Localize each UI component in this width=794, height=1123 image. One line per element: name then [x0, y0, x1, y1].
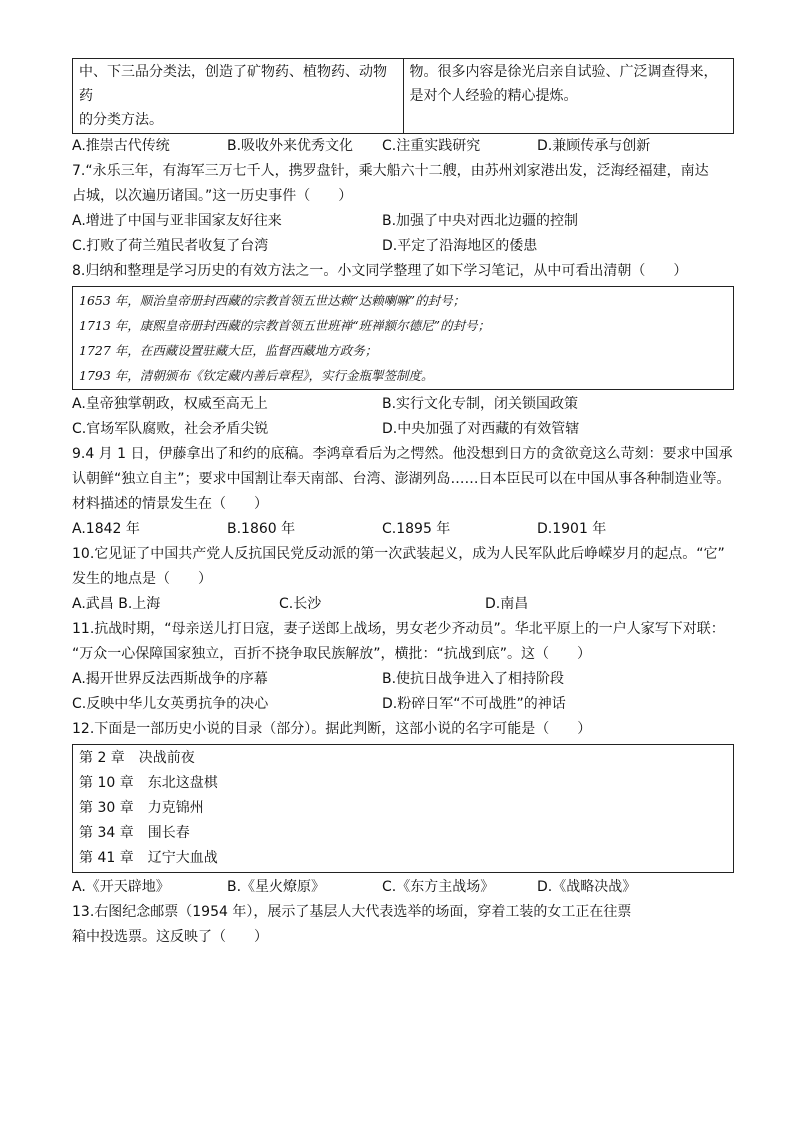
q8-options-row1 [72, 392, 734, 417]
option-c[interactable]: C.官场军队腐败，社会矛盾尖锐 [72, 421, 269, 437]
table-cell-left [73, 59, 404, 134]
option-a[interactable]: A.《开天辟地》 [72, 879, 170, 895]
option-c[interactable]: C.1895 年 [382, 521, 451, 537]
option-ab[interactable]: A.武昌 B.上海 [72, 596, 161, 612]
chapter-line: 第 2 章 决战前夜 [79, 750, 195, 766]
option-d[interactable]: D.中央加强了对西藏的有效管辖 [382, 421, 580, 437]
option-a[interactable]: A.揭开世界反法西斯战争的序幕 [72, 671, 268, 687]
table-text: 的分类方法。 [79, 112, 163, 128]
option-d[interactable]: D.1901 年 [537, 521, 607, 537]
note-line: 1727 年，在西藏设置驻藏大臣，监督西藏地方政务； [79, 343, 378, 358]
q12-stem: 12.下面是一部历史小说的目录（部分）。据此判断，这部小说的名字可能是（ ） [72, 721, 592, 737]
q11-options-row2 [72, 692, 734, 717]
chapter-line: 第 10 章 东北这盘棋 [79, 775, 218, 791]
option-d[interactable]: D.平定了沿海地区的倭患 [382, 238, 538, 254]
q12-options [72, 875, 734, 900]
table-cell-right [403, 59, 734, 134]
q7-stem: 7.“永乐三年，有海军三万七千人，携罗盘针，乘大船六十二艘，由苏州刘家港出发，泛海经福建，南达 [72, 163, 709, 179]
q8-notes-box [72, 286, 734, 390]
option-c[interactable]: C.长沙 [279, 596, 322, 612]
q11-options-row1 [72, 667, 734, 692]
option-c[interactable]: C.反映中华儿女英勇抗争的决心 [72, 696, 269, 712]
option-b[interactable]: B.使抗日战争进入了相持阶段 [382, 671, 565, 687]
exam-page [72, 58, 734, 950]
note-line: 1713 年，康熙皇帝册封西藏的宗教首领五世班禅“班禅额尔德尼”的封号； [79, 318, 491, 333]
q9-stem-end: 材料描述的情景发生在（ ） [72, 496, 268, 512]
option-b[interactable]: B.1860 年 [227, 521, 296, 537]
option-b[interactable]: B.吸收外来优秀文化 [227, 138, 354, 154]
option-a[interactable]: A.1842 年 [72, 521, 140, 537]
chapter-line: 第 41 章 辽宁大血战 [79, 850, 218, 866]
q10-options [72, 592, 734, 617]
q8-stem: 8.归纳和整理是学习历史的有效方法之一。小文同学整理了如下学习笔记，从中可看出清朝（ ） [72, 263, 688, 279]
q9-stem-cont: 认朝鲜“独立自主”；要求中国割让奉天南部、台湾、澎湖列岛……日本臣民可以在中国从事各种制造业等。 [72, 471, 731, 487]
table-text: 物。很多内容是徐光启亲自试验、广泛调查得来， [409, 64, 718, 80]
option-b[interactable]: B.实行文化专制，闭关锁国政策 [382, 396, 579, 412]
option-b[interactable]: B.《星火燎原》 [227, 879, 326, 895]
table-text: 中、下三品分类法，创造了矿物药、植物药、动物药 [79, 64, 387, 104]
option-c[interactable]: C.注重实践研究 [382, 138, 481, 154]
comparison-table [72, 58, 734, 134]
option-d[interactable]: D.《战略决战》 [537, 879, 637, 895]
option-c[interactable]: C.《东方主战场》 [382, 879, 495, 895]
q6-options [72, 134, 734, 159]
q7-options-row1 [72, 209, 734, 234]
q11-stem-cont: “万众一心保障国家独立，百折不挠争取民族解放”，横批：“抗战到底”。这（ ） [72, 646, 592, 662]
option-c[interactable]: C.打败了荷兰殖民者收复了台湾 [72, 238, 269, 254]
note-line: 1653 年，顺治皇帝册封西藏的宗教首领五世达赖“达赖喇嘛”的封号； [79, 293, 466, 308]
q13-stem-cont: 箱中投选票。这反映了（ ） [72, 929, 268, 945]
q10-stem-cont: 发生的地点是（ ） [72, 571, 212, 587]
note-line: 1793 年，清朝颁布《钦定藏内善后章程》，实行金瓶掣签制度。 [79, 368, 434, 383]
option-a[interactable]: A.皇帝独掌朝政，权威至高无上 [72, 396, 268, 412]
option-d[interactable]: D.南昌 [485, 596, 529, 612]
q7-options-row2 [72, 234, 734, 259]
chapter-line: 第 34 章 围长春 [79, 825, 190, 841]
q9-stem: 9.4 月 1 日，伊藤拿出了和约的底稿。李鸿章看后为之愕然。他没想到日方的贪欲竟这么苛刻：要求中国承 [72, 446, 733, 462]
option-b[interactable]: B.加强了中央对西北边疆的控制 [382, 213, 579, 229]
option-d[interactable]: D.兼顾传承与创新 [537, 138, 651, 154]
chapter-line: 第 30 章 力克锦州 [79, 800, 204, 816]
q10-stem: 10.它见证了中国共产党人反抗国民党反动派的第一次武装起义，成为人民军队此后峥嵘岁月的起点。“它” [72, 546, 725, 562]
q12-contents-box [72, 744, 734, 873]
q8-options-row2 [72, 417, 734, 442]
table-text: 是对个人经验的精心提炼。 [409, 88, 578, 104]
q9-options [72, 517, 734, 542]
option-d[interactable]: D.粉碎日军“不可战胜”的神话 [382, 696, 566, 712]
option-a[interactable]: A.推崇古代传统 [72, 138, 170, 154]
q7-stem-cont: 占城，以次遍历诸国。”这一历史事件（ ） [72, 188, 353, 204]
q11-stem: 11.抗战时期，“母亲送儿打日寇，妻子送郎上战场，男女老少齐动员”。华北平原上的一户人家写下对联： [72, 621, 725, 637]
q13-stem: 13.右图纪念邮票（1954 年），展示了基层人大代表选举的场面，穿着工装的女工正在往票 [72, 904, 632, 920]
option-a[interactable]: A.增进了中国与亚非国家友好往来 [72, 213, 282, 229]
